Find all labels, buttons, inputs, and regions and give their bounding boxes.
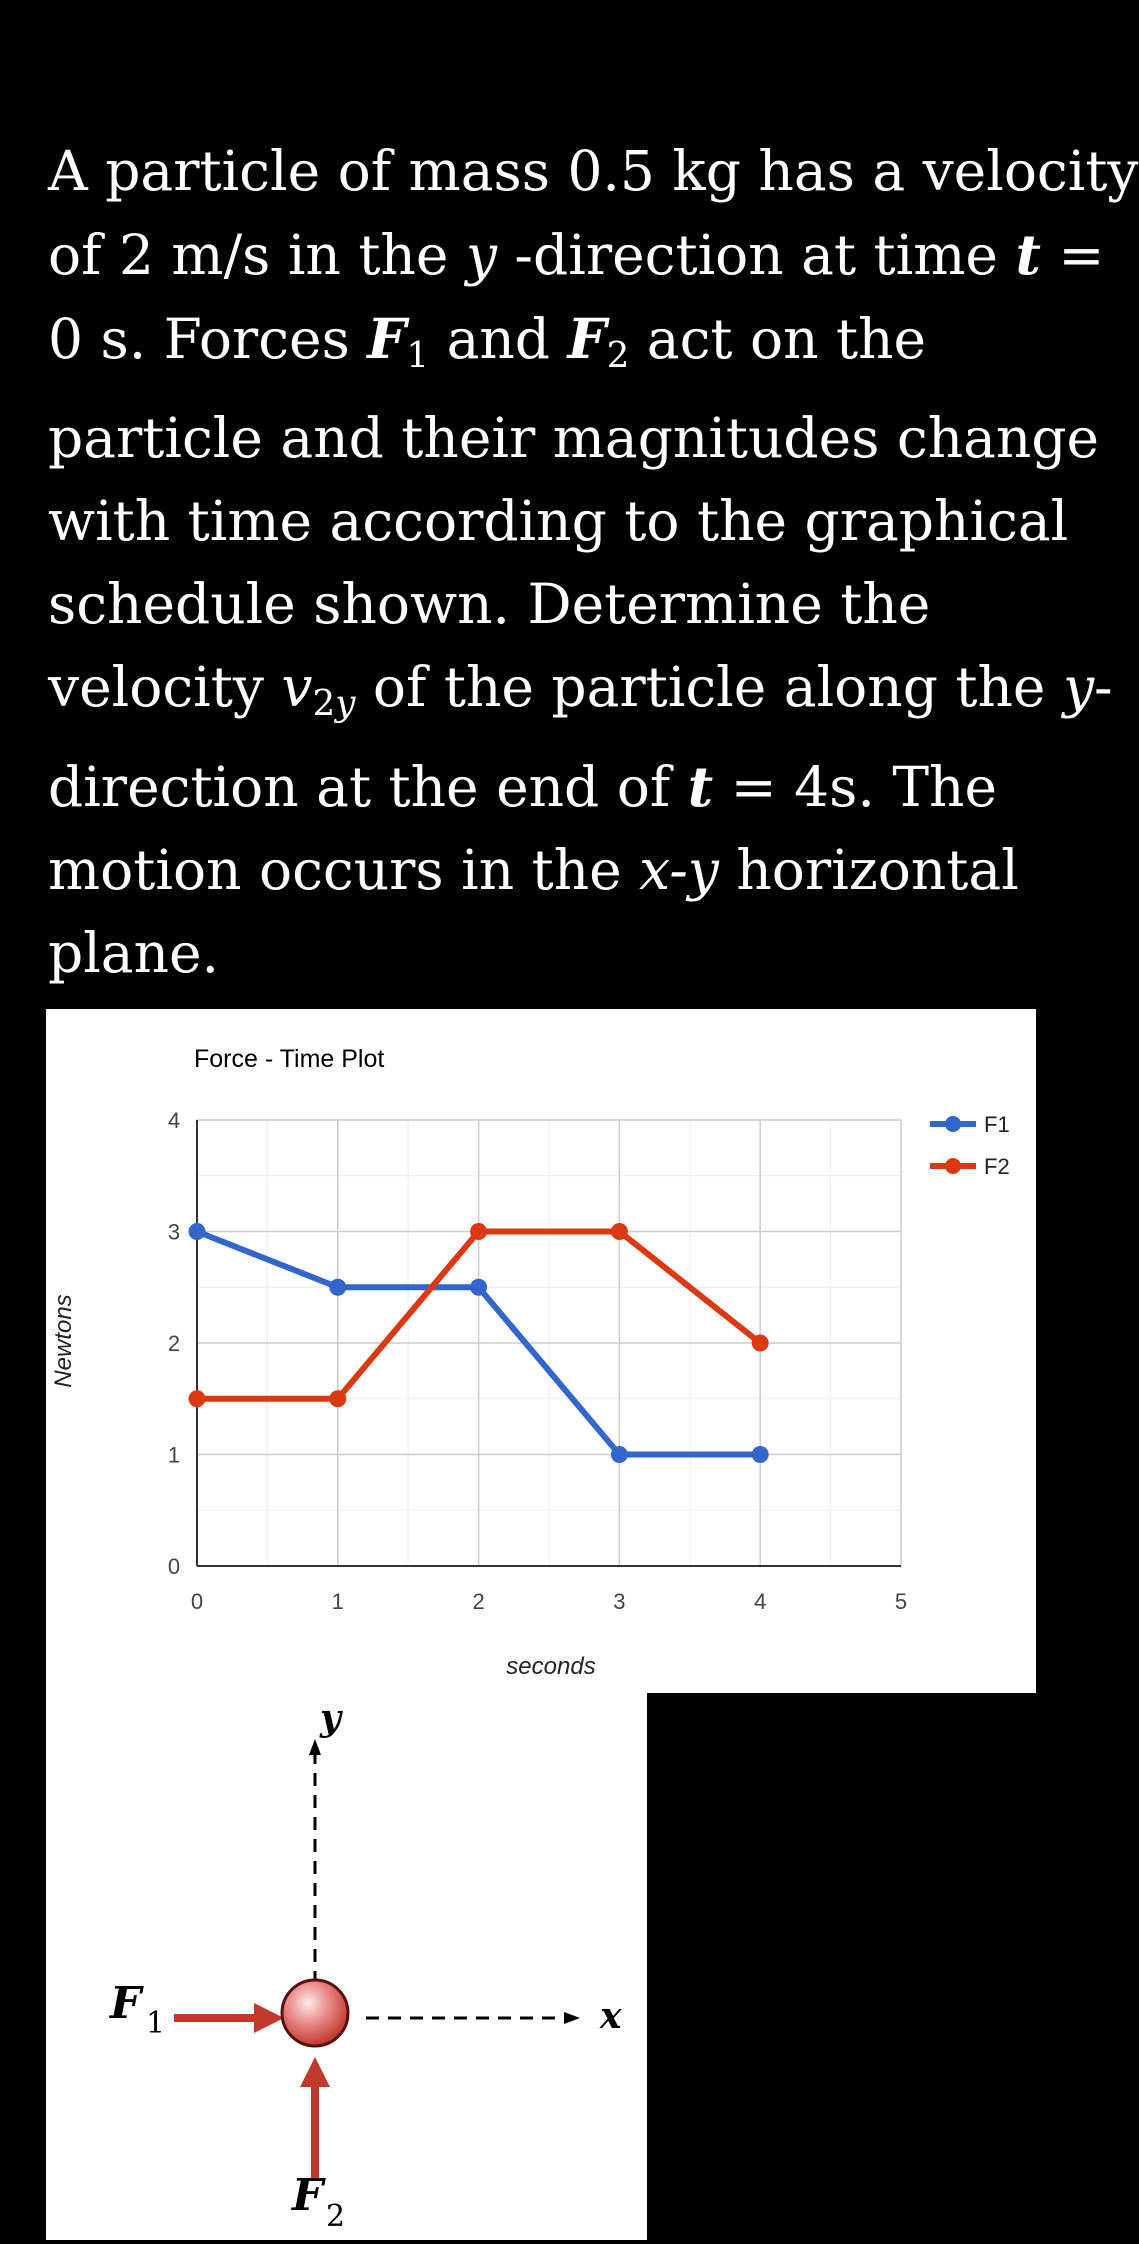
y-axis-letter: y [320, 1697, 341, 1739]
chart-svg [46, 1009, 1036, 1693]
data-point-f1 [611, 1446, 628, 1463]
f1-symbol: F [367, 306, 407, 371]
y-tick-label: 4 [167, 1108, 181, 1133]
y-tick-label: 1 [167, 1442, 181, 1468]
problem-line [48, 829, 1048, 912]
problem-text: - [1094, 654, 1113, 719]
y-axis-label: Newtons [50, 1294, 77, 1388]
data-point-f1 [470, 1279, 487, 1296]
problem-text: and [429, 307, 568, 371]
particle-icon [282, 1980, 348, 2046]
legend-swatch-marker [945, 1158, 961, 1174]
problem-line [48, 912, 1048, 995]
problem-statement [48, 130, 1139, 995]
force-time-chart [46, 1009, 1036, 1693]
f1-arrow-head [254, 2003, 284, 2033]
x-tick-label: 4 [754, 1589, 767, 1614]
problem-line [48, 397, 1100, 480]
f2-label-subscript: 2 [326, 2199, 346, 2234]
problem-text: A particle of mass 0.5 kg has a velocity [48, 139, 1139, 203]
x-axis-label: seconds [506, 1653, 596, 1680]
f1-label-subscript: 1 [146, 2006, 166, 2041]
f2-label: F [292, 2170, 324, 2221]
data-point-f2 [329, 1390, 346, 1407]
legend-label: F1 [984, 1112, 1010, 1137]
v-subscript-number: 2 [312, 682, 336, 724]
f1-subscript: 1 [406, 334, 430, 376]
problem-line [48, 563, 1048, 646]
f2-arrow-head [300, 2057, 330, 2087]
y-axis-arrowhead [309, 1739, 321, 1755]
problem-text: = [1040, 223, 1105, 287]
data-point-f1 [329, 1279, 346, 1296]
f2-subscript: 2 [606, 334, 630, 376]
data-point-f2 [189, 1390, 206, 1407]
problem-text: horizontal [718, 837, 1019, 902]
y-variable: y [465, 223, 497, 287]
problem-text: velocity [48, 654, 282, 719]
problem-text: motion occurs in the [48, 837, 640, 902]
problem-text: direction at the end of [48, 754, 688, 819]
problem-line [48, 130, 1139, 213]
v-subscript-axis: y [335, 682, 356, 724]
data-point-f2 [470, 1223, 487, 1240]
problem-text: particle and their magnitudes change [48, 405, 1100, 470]
problem-text: of the particle along the [355, 654, 1063, 719]
x-tick-label: 5 [894, 1589, 908, 1614]
f1-label: F [110, 1978, 142, 2029]
problem-text: of 2 m/s in the [48, 223, 466, 287]
y-variable: y [1062, 654, 1095, 719]
problem-text: act on the [629, 307, 927, 371]
data-point-f1 [189, 1223, 206, 1240]
data-point-f2 [752, 1335, 769, 1352]
problem-text: plane. [48, 920, 220, 985]
fbd-svg [46, 1693, 647, 2240]
problem-line [48, 213, 1105, 297]
problem-line [48, 646, 1113, 745]
v-subscript [312, 683, 355, 724]
problem-line [48, 480, 1069, 563]
problem-text: schedule shown. Determine the [48, 571, 931, 636]
free-body-diagram [46, 1693, 647, 2240]
x-tick-label: 2 [472, 1589, 485, 1614]
x-tick-label: 1 [331, 1589, 344, 1614]
chart-grid [197, 1120, 901, 1566]
y-tick-label: 0 [167, 1554, 181, 1579]
x-tick-label: 0 [190, 1589, 204, 1614]
y-tick-label: 3 [167, 1219, 181, 1245]
legend-label: F2 [984, 1154, 1010, 1179]
data-point-f1 [752, 1446, 769, 1463]
x-tick-label: 3 [613, 1589, 626, 1614]
x-axis-arrowhead [564, 2012, 580, 2024]
t-variable: t [1015, 222, 1041, 287]
data-point-f2 [611, 1223, 628, 1240]
problem-text: -direction at time [496, 223, 1016, 287]
problem-text: 0 s. Forces [48, 307, 368, 371]
problem-line [48, 745, 1048, 829]
f2-symbol: F [567, 306, 607, 371]
x-axis-letter: x [600, 1995, 622, 2037]
xy-plane: x-y [639, 837, 719, 902]
y-tick-label: 2 [167, 1331, 181, 1356]
chart-title: Force - Time Plot [194, 1045, 385, 1073]
t-variable: t [687, 753, 714, 819]
problem-text: = 4s. The [713, 754, 997, 819]
v-symbol: v [281, 654, 313, 719]
chart-legend [930, 1112, 1010, 1179]
problem-text: with time according to the graphical [48, 488, 1069, 553]
legend-swatch-marker [945, 1116, 961, 1132]
problem-line [48, 297, 1048, 397]
